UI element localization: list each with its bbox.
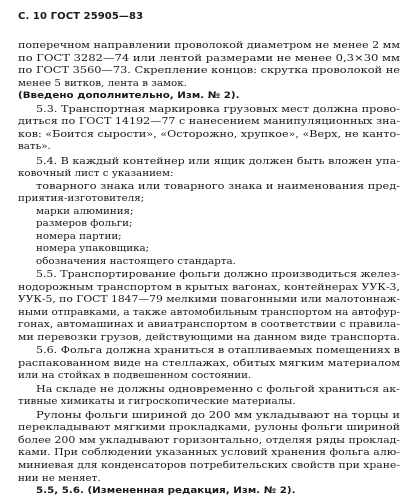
list-item: обозначения настоящего стандарта. (36, 255, 236, 267)
text-line: ков: «Боится сырости», «Осторожно, хрупкое», «Верх, не канто- (18, 128, 400, 140)
page-header: С. 10 ГОСТ 25905—83 (18, 11, 144, 22)
list-item: номера упаковщика; (36, 243, 150, 254)
text-line: менее 5 витков, лента в замок. (18, 77, 187, 89)
text-line: по ГОСТ 3560—73. Скрепление концов: скрутка проволокой не (18, 64, 400, 76)
text-line: 5.4. В каждый контейнер или ящик должен быть вложен упа- (36, 155, 401, 167)
text-line: по ГОСТ 3282—74 или лентой размерами не менее 0,3×30 мм (18, 52, 401, 64)
text-line: 5.5. Транспортирование фольги должно производиться желез- (36, 269, 400, 280)
text-line: тивные химикаты и гигроскопические материалы. (18, 396, 296, 408)
text-line: поперечном направлении проволокой диаметром не менее 2 мм (18, 39, 400, 51)
text-line: На складе не должны одновременно с фольгой храниться ак- (36, 383, 400, 395)
text-line: гонах, автомашинах и авиатранспортом в соответствии с правила- (18, 319, 400, 331)
text-line: УУК-5, по ГОСТ 1847—79 мелкими повагонными или малотоннаж- (18, 294, 401, 305)
text-line: 5.6. Фольга должна храниться в отапливаемых помещениях в (36, 345, 401, 356)
list-item: номера партии; (36, 230, 122, 242)
text-line: миниевая для конденсаторов потребительских свойств при хране- (18, 459, 400, 471)
text-line: вать». (18, 141, 51, 152)
text-line: ковочный лист с указанием: (18, 167, 174, 179)
text-line: распакованном виде на стеллажах, обитых мягким материалом (18, 357, 401, 369)
text-line: перекладывают мягкими прокладками, рулоны фольги шириной (18, 422, 401, 433)
text-line: ными отправками, а также автомобильным транспортом на автофур- (18, 306, 401, 318)
list-item: марки алюминия; (36, 205, 134, 217)
text-line: 5.3. Транспортная маркировка грузовых мест должна прово- (36, 103, 400, 115)
text-line: диться по ГОСТ 14192—77 с нанесением манипуляционных зна- (18, 115, 401, 127)
text-line: ками. При соблюдении указанных условий хранения фольга алю- (18, 447, 400, 459)
text-line: приятия-изготовителя; (18, 192, 145, 204)
amendment-note: (Введено дополнительно, Изм. № 2). (18, 89, 240, 101)
text-line: более 200 мм укладывают горизонтально, отделяя ряды проклад- (18, 434, 401, 446)
list-item: размеров фольги; (36, 218, 133, 229)
text-line: товарного знака или товарного знака и наименования пред- (36, 180, 400, 192)
text-line: Рулоны фольги шириной до 200 мм укладывают на торцы и (36, 409, 400, 421)
text-line: нодорожным транспортом в крытых вагонах, контейнерах УУК-3, (18, 281, 401, 293)
text-line: нии не меняет. (18, 472, 101, 484)
amendment-note: 5.5, 5.6. (Измененная редакция, Изм. № 2). (36, 484, 296, 496)
text-line: или на стойках в подвешенном состоянии. (18, 370, 252, 382)
text-line: ми перевозки грузов, действующими на данном виде транспорта. (18, 331, 401, 343)
